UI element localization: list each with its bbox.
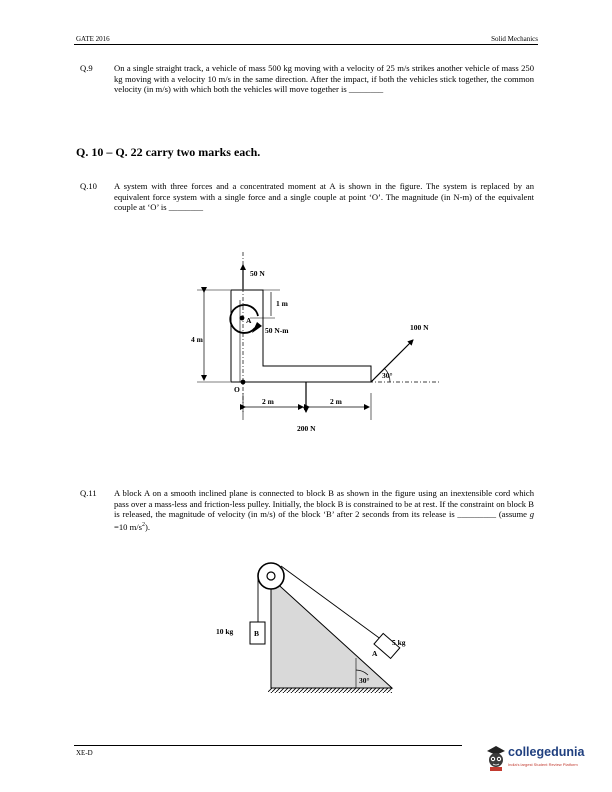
point-o-label: O	[234, 385, 240, 394]
question-11-text-main: A block A on a smooth inclined plane is connected to block B as shown in the figure using an inextensible cord which pass over a mass-less and friction-less pulley. Initially, the block B is constrained to be at rest. If the constraint on block B is released, the magnitude of velocity (in m/s) of the block ‘B’ after 2 seconds from its release is _________ (assume	[114, 488, 534, 520]
force-100n-label: 100 N	[410, 323, 429, 332]
question-10-text: A system with three forces and a concentrated moment at A is shown in the figure. The system is replaced by an equivalent force system with a single force and a single couple at point ‘O’. The magnitude (in N-m) of the equivalent couple at ‘O’ is ________	[114, 181, 534, 213]
angle-30-label: 30°	[382, 371, 393, 380]
dim-4m-label: 4 m	[191, 335, 203, 344]
brand-tagline: India's largest Student Review Platform	[508, 762, 578, 767]
header-subject: Solid Mechanics	[491, 35, 538, 43]
g-symbol: g	[529, 509, 534, 520]
mascot-icon	[484, 743, 508, 773]
dim-2m-right-label: 2 m	[330, 397, 342, 406]
g-value: =10 m/s	[114, 521, 143, 532]
header-exam-title: GATE 2016	[76, 35, 110, 43]
dim-1m-label: 1 m	[276, 299, 288, 308]
block-b-label: B	[254, 629, 260, 638]
g-exponent: 2	[142, 521, 146, 528]
question-10-number: Q.10	[80, 181, 97, 191]
block-a-mass: 5 kg	[392, 638, 406, 647]
question-11-text-end: ).	[145, 521, 151, 532]
brand-logo[interactable]	[484, 743, 594, 773]
question-9-number: Q.9	[80, 63, 93, 73]
moment-label: 50 N-m	[265, 326, 289, 335]
block-b-mass: 10 kg	[216, 627, 234, 636]
point-a-label: A	[246, 316, 252, 325]
section-title: Q. 10 – Q. 22 carry two marks each.	[76, 145, 261, 159]
question-11-number: Q.11	[80, 488, 97, 498]
force-200n-label: 200 N	[297, 424, 316, 433]
ground-hatch	[268, 688, 392, 693]
block-a-label: A	[372, 649, 378, 658]
question-9-text: On a single straight track, a vehicle of mass 500 kg moving with a velocity of 25 m/s strikes another vehicle of mass 250 kg moving with a velocity 10 m/s in the same direction. After the impact, if both the vehicles stick together, the common velocity (in m/s) with which both the vehicles will move together is ________	[114, 63, 534, 95]
brand-name: collegedunia	[508, 745, 585, 759]
incline-angle-label: 30°	[359, 676, 370, 685]
footer-paper-code: XE-D	[76, 749, 93, 757]
dim-2m-left-label: 2 m	[262, 397, 274, 406]
force-50n-label: 50 N	[250, 269, 265, 278]
footer-rule	[74, 745, 462, 746]
incline-plane	[271, 578, 392, 688]
pulley-hub	[267, 572, 275, 580]
